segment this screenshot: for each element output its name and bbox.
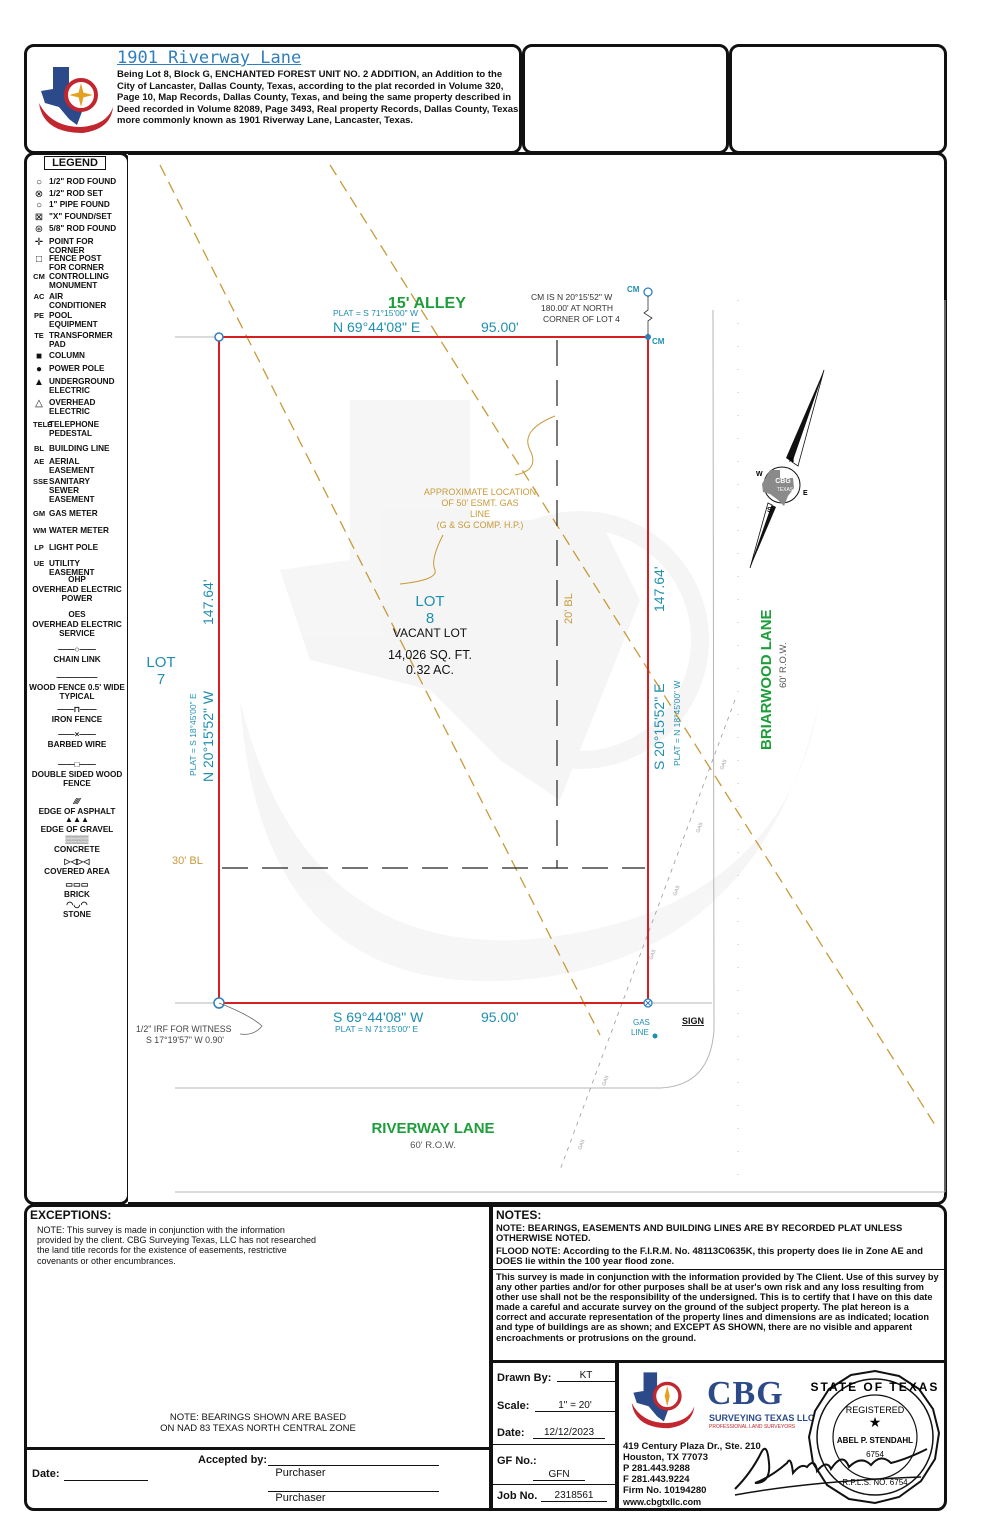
bl-20-label: 20' BL [563, 593, 575, 624]
date-value[interactable]: 12/12/2023 [533, 1427, 605, 1439]
notes-title: NOTES: [496, 1208, 542, 1222]
exceptions-title: EXCEPTIONS: [30, 1208, 112, 1222]
west-plat-bearing: PLAT = S 18°45'00" E [188, 693, 198, 776]
svg-text:GAS: GAS [601, 1074, 611, 1087]
seal-rpls: R.P.L.S. NO. 6754 [842, 1478, 908, 1487]
street-riverway-row: 60' R.O.W. [410, 1140, 456, 1151]
legend-symbol: GM [33, 509, 46, 518]
scale-label: Scale: [497, 1400, 530, 1412]
legend-label: POOL EQUIPMENT [49, 311, 98, 329]
legend-title: LEGEND [44, 156, 106, 170]
legend-line-symbol: ▲▲▲ [64, 815, 90, 824]
legend-line-symbol: ▷◁▷◁ [64, 857, 90, 866]
legend-line-symbol: OHP [68, 575, 86, 584]
north-plat-bearing: PLAT = S 71°15'00" W [333, 308, 418, 318]
legend-label: "X" FOUND/SET [49, 212, 112, 221]
legend-line-symbol: ——×—— [58, 730, 96, 739]
accept-date-label: Date: [32, 1468, 60, 1480]
legend-label: OVERHEAD ELECTRIC [49, 398, 96, 416]
legend-label: BUILDING LINE [49, 444, 110, 453]
legend-symbol: ○ [35, 177, 43, 188]
notes-divider [493, 1269, 944, 1270]
legend-label: UNDERGROUND ELECTRIC [49, 377, 115, 395]
east-plat-bearing: PLAT = N 18°45'00" W [672, 680, 682, 766]
legend-symbol: AC [33, 292, 45, 301]
legend-label: 1" PIPE FOUND [49, 200, 110, 209]
lot-area-sqft: 14,026 SQ. FT. [387, 648, 473, 662]
purchaser-label-2: Purchaser [275, 1492, 326, 1504]
street-briarwood: BRIARWOOD LANE [758, 609, 775, 750]
title-block [490, 1360, 618, 1511]
irf-note-line-1: 1/2" IRF FOR WITNESS [136, 1024, 232, 1034]
gf-value[interactable]: GFN [533, 1469, 585, 1481]
west-distance: 147.64' [200, 579, 216, 625]
legend-symbol: ⊗ [34, 189, 44, 200]
legend-symbol: TELE [33, 420, 53, 429]
legend-label: AIR CONDITIONER [49, 292, 107, 310]
legend-label: CONTROLLING MONUMENT [49, 272, 110, 290]
exceptions-note: NOTE: This survey is made in conjunction with the information provided by the client. CBG Surveying Texas, LLC has not researched the land title records for the existence of easements, restrictive covenants or other encumbrances. [37, 1225, 316, 1266]
lot-8-label: LOT [415, 593, 445, 610]
legend-symbol: ● [35, 364, 43, 375]
cm-tag-bottom: CM [652, 337, 665, 346]
compass-e: E [803, 490, 808, 497]
legend-line-symbol: ——○—— [58, 645, 96, 654]
compass-badge-line-2: TEXAS [776, 487, 794, 493]
legend-line-symbol: ————— [56, 673, 98, 682]
north-arrow-icon [750, 370, 824, 568]
job-value[interactable]: 2318561 [541, 1490, 607, 1502]
legend-symbol: SSE [33, 477, 49, 486]
legend-symbol: AE [33, 457, 45, 466]
exceptions-panel [24, 1204, 492, 1450]
purchaser-label-1: Purchaser [275, 1467, 326, 1479]
legend-label: COLUMN [49, 351, 85, 360]
cm-note-line-1: CM IS N 20°15'52" W [531, 292, 613, 302]
irf-note-line-2: S 17°19'57" W 0.90' [146, 1035, 224, 1045]
legend-symbol: ○ [35, 200, 43, 211]
legend-line-symbol: ⁄⁄⁄⁄ [74, 797, 80, 806]
legend-line-symbol: ——□—— [58, 760, 96, 769]
address-title[interactable]: 1901 Riverway Lane [117, 48, 302, 68]
legend-line-symbol: ▭▭▭ [65, 880, 89, 889]
cm-tag-top: CM [627, 285, 640, 294]
corner-rod-set-se[interactable] [644, 999, 652, 1007]
legend-label: WATER METER [49, 526, 109, 535]
gas-line-label-1: GAS [633, 1018, 650, 1027]
gas-note-line-4: (G & SG COMP. H.P.) [436, 520, 524, 530]
legend-line-symbol: ▒▒▒▒ [65, 835, 89, 844]
legend-line-label: CONCRETE [54, 845, 100, 854]
seal-number: 6754 [866, 1450, 884, 1459]
legend-line-label: BRICK [64, 890, 90, 899]
gas-line-label-2: LINE [631, 1028, 649, 1037]
street-riverway: RIVERWAY LANE [371, 1120, 495, 1137]
alley-label: 15' ALLEY [388, 295, 466, 312]
sign-label: SIGN [682, 1016, 705, 1026]
notes-bearings: NOTE: BEARINGS, EASEMENTS AND BUILDING LINES ARE BY RECORDED PLAT UNLESS OTHERWISE NOTED. [496, 1222, 903, 1244]
lot-7-label: LOT [146, 654, 176, 671]
legend-symbol: ⊛ [34, 224, 44, 235]
legend-label: 1/2" ROD FOUND [49, 177, 117, 186]
company-firm: Firm No. 10194280 [623, 1485, 707, 1496]
gas-note-line-1: APPROXIMATE LOCATION [423, 487, 537, 497]
legend-symbol: □ [35, 254, 43, 265]
south-plat-bearing: PLAT = N 71°15'00" E [335, 1024, 419, 1034]
legend-symbol: BL [34, 444, 44, 453]
svg-text:GAS: GAS [577, 1138, 587, 1151]
east-distance: 147.64' [651, 566, 667, 612]
title-block-divider [493, 1444, 615, 1445]
notes-flood: FLOOD NOTE: According to the F.I.R.M. No. 48113C0635K, this property does lie in Zone AE and DOES lie within the 100 year flood zone. [496, 1245, 923, 1267]
legend-symbol: ▲ [34, 377, 44, 388]
legend-line-label: EDGE OF GRAVEL [40, 825, 114, 834]
legend-line-label: IRON FENCE [51, 715, 103, 724]
date-label: Date: [497, 1427, 525, 1439]
legend-label: FENCE POST FOR CORNER [49, 254, 105, 272]
drawn-by-value[interactable]: KT [557, 1370, 615, 1382]
accepted-by-label: Accepted by: [198, 1454, 268, 1466]
cm-break-line [644, 296, 652, 335]
cm-note-line-3: CORNER OF LOT 4 [543, 314, 620, 324]
lot-7-number: 7 [156, 671, 166, 688]
seal-star-icon: ★ [868, 1414, 882, 1430]
legend-line-label: BARBED WIRE [47, 740, 107, 749]
legend-symbol: PE [33, 311, 44, 320]
lot-8-number: 8 [425, 610, 435, 627]
seal-name: ABEL P. STENDAHL [836, 1436, 914, 1445]
purchaser-line-1[interactable] [268, 1465, 439, 1466]
company-panel [616, 1360, 947, 1511]
cm-monument[interactable] [644, 288, 652, 296]
accept-date-field[interactable] [64, 1480, 148, 1481]
north-bearing: N 69°44'08" E [333, 319, 421, 335]
legend-line-label: DOUBLE SIDED WOOD FENCE [31, 770, 123, 788]
company-sub: SURVEYING TEXAS LLC [709, 1413, 815, 1423]
legal-description: Being Lot 8, Block G, ENCHANTED FOREST UNIT NO. 2 ADDITION, an Addition to the City of Lancaster, Dallas County, Texas, according to the plat recorded in Volume 320, Page 10, Map Records, Dallas County, Texas, and being the same property described in Deed recorded in Volume 82089, Page 3493, Real property Records, Dallas County, Texas, more commonly known as 1901 Riverway Lane, Lancaster, Texas. [117, 69, 521, 127]
acceptance-panel [24, 1447, 492, 1511]
lot-status: VACANT LOT [392, 626, 468, 640]
gf-label: GF No.: [497, 1455, 537, 1467]
drawn-by-label: Drawn By: [497, 1372, 552, 1384]
scale-value[interactable]: 1" = 20' [535, 1400, 615, 1412]
svg-text:GAS: GAS [672, 884, 682, 897]
legend-line-symbol: OES [68, 610, 86, 619]
legend-line-symbol: ◠◡◠ [66, 900, 88, 909]
company-logo-icon [625, 1369, 701, 1435]
east-bearing: S 20°15'52" E [651, 683, 667, 770]
legend-symbol: ■ [35, 351, 43, 362]
company-address-2: Houston, TX 77073 [623, 1452, 708, 1463]
compass-w: W [756, 471, 763, 478]
legend-label: SANITARY SEWER EASEMENT [49, 477, 95, 504]
legend-label: TELEPHONE PEDESTAL [49, 420, 100, 438]
legend-symbol: WM [33, 526, 47, 535]
legend-line-label: CHAIN LINK [53, 655, 101, 664]
title-block-divider-2 [493, 1484, 615, 1485]
svg-text:GAS: GAS [648, 948, 658, 961]
north-distance: 95.00' [481, 319, 519, 335]
legend-line-symbol: ——⊓—— [57, 705, 97, 714]
job-label: Job No. [497, 1490, 538, 1502]
legend-symbol: △ [35, 398, 43, 409]
legend-label: UTILITY EASEMENT [49, 559, 95, 577]
legend-line-label: WOOD FENCE 0.5' WIDE TYPICAL [29, 683, 125, 701]
legend-line-label: OVERHEAD ELECTRIC SERVICE [32, 620, 122, 638]
surveyor-signature [731, 1433, 931, 1503]
south-distance: 95.00' [481, 1009, 519, 1025]
compass-badge-line-1: CBG [775, 478, 791, 485]
seal-state: STATE OF TEXAS [810, 1380, 940, 1394]
legend-symbol: CM [33, 272, 45, 281]
legend-label: AERIAL EASEMENT [49, 457, 95, 475]
company-web[interactable]: www.cbgtxllc.com [623, 1497, 702, 1507]
legend-label: LIGHT POLE [49, 543, 99, 552]
company-phone: P 281.443.9288 [623, 1463, 690, 1474]
company-address-1: 419 Century Plaza Dr., Ste. 210 [623, 1441, 761, 1452]
corner-rod-found-nw[interactable] [215, 333, 223, 341]
bl-30-label: 30' BL [172, 855, 203, 867]
notes-certification: This survey is made in conjunction with the information provided by The Client. Use of this survey by any other parties and/or for other purposes shall be at user's own risk and any loss resulting from other use shall not be the responsibility of the undersigned. This is to certify that I have on this date made a careful and accurate survey on the ground of the subject property. The plat hereon is a correct and accurate representation of the property lines and dimensions are as indicated; location and type of buildings are as shown; and EXCEPT AS SHOWN, there are no visible and apparent encroachments or protrusions on the ground. [496, 1272, 939, 1343]
legend-line-label: COVERED AREA [44, 867, 110, 876]
cm-note-line-2: 180.00' AT NORTH [541, 303, 614, 313]
bearings-note-1: NOTE: BEARINGS SHOWN ARE BASED [169, 1412, 347, 1423]
gas-note-line-3: LINE [469, 509, 491, 519]
seal-registered: REGISTERED [845, 1405, 905, 1415]
legend-symbol: UE [33, 559, 45, 568]
company-tagline: PROFESSIONAL LAND SURVEYORS [709, 1424, 796, 1430]
compass-s: S [767, 507, 772, 514]
legend-label: POINT FOR CORNER [49, 237, 94, 255]
legend-label: POWER POLE [49, 364, 105, 373]
street-briarwood-row: 60' R.O.W. [778, 642, 789, 688]
gas-note-line-2: OF 50' ESMT. GAS [441, 498, 519, 508]
legend-symbol: LP [34, 543, 44, 552]
svg-text:GAS: GAS [695, 821, 705, 834]
legend-line-label: OVERHEAD ELECTRIC POWER [32, 585, 122, 603]
company-fax: F 281.443.9224 [623, 1474, 690, 1485]
legend-label: 1/2" ROD SET [49, 189, 103, 198]
legend-label: TRANSFORMER PAD [49, 331, 113, 349]
notes-panel [490, 1204, 947, 1363]
gas-meter-dot [653, 1034, 658, 1039]
legend-label: 5/8" ROD FOUND [49, 224, 117, 233]
svg-text:GAS: GAS [719, 758, 729, 771]
compass-n: N [789, 457, 795, 464]
company-name: CBG [707, 1375, 784, 1412]
legend-symbol: ✛ [34, 237, 44, 248]
legend-line-label: EDGE OF ASPHALT [38, 807, 116, 816]
gas-note-leader [515, 416, 555, 475]
legend-symbol: ⊠ [34, 212, 44, 223]
legend-symbol: TE [34, 331, 44, 340]
south-bearing: S 69°44'08" W [333, 1009, 424, 1025]
bearings-note-2: ON NAD 83 TEXAS NORTH CENTRAL ZONE [160, 1423, 356, 1434]
west-bearing: N 20°15'52" W [200, 690, 216, 782]
legend-label: GAS METER [49, 509, 98, 518]
legend-line-label: STONE [62, 910, 92, 919]
lot-area-acres: 0.32 AC. [406, 663, 454, 677]
